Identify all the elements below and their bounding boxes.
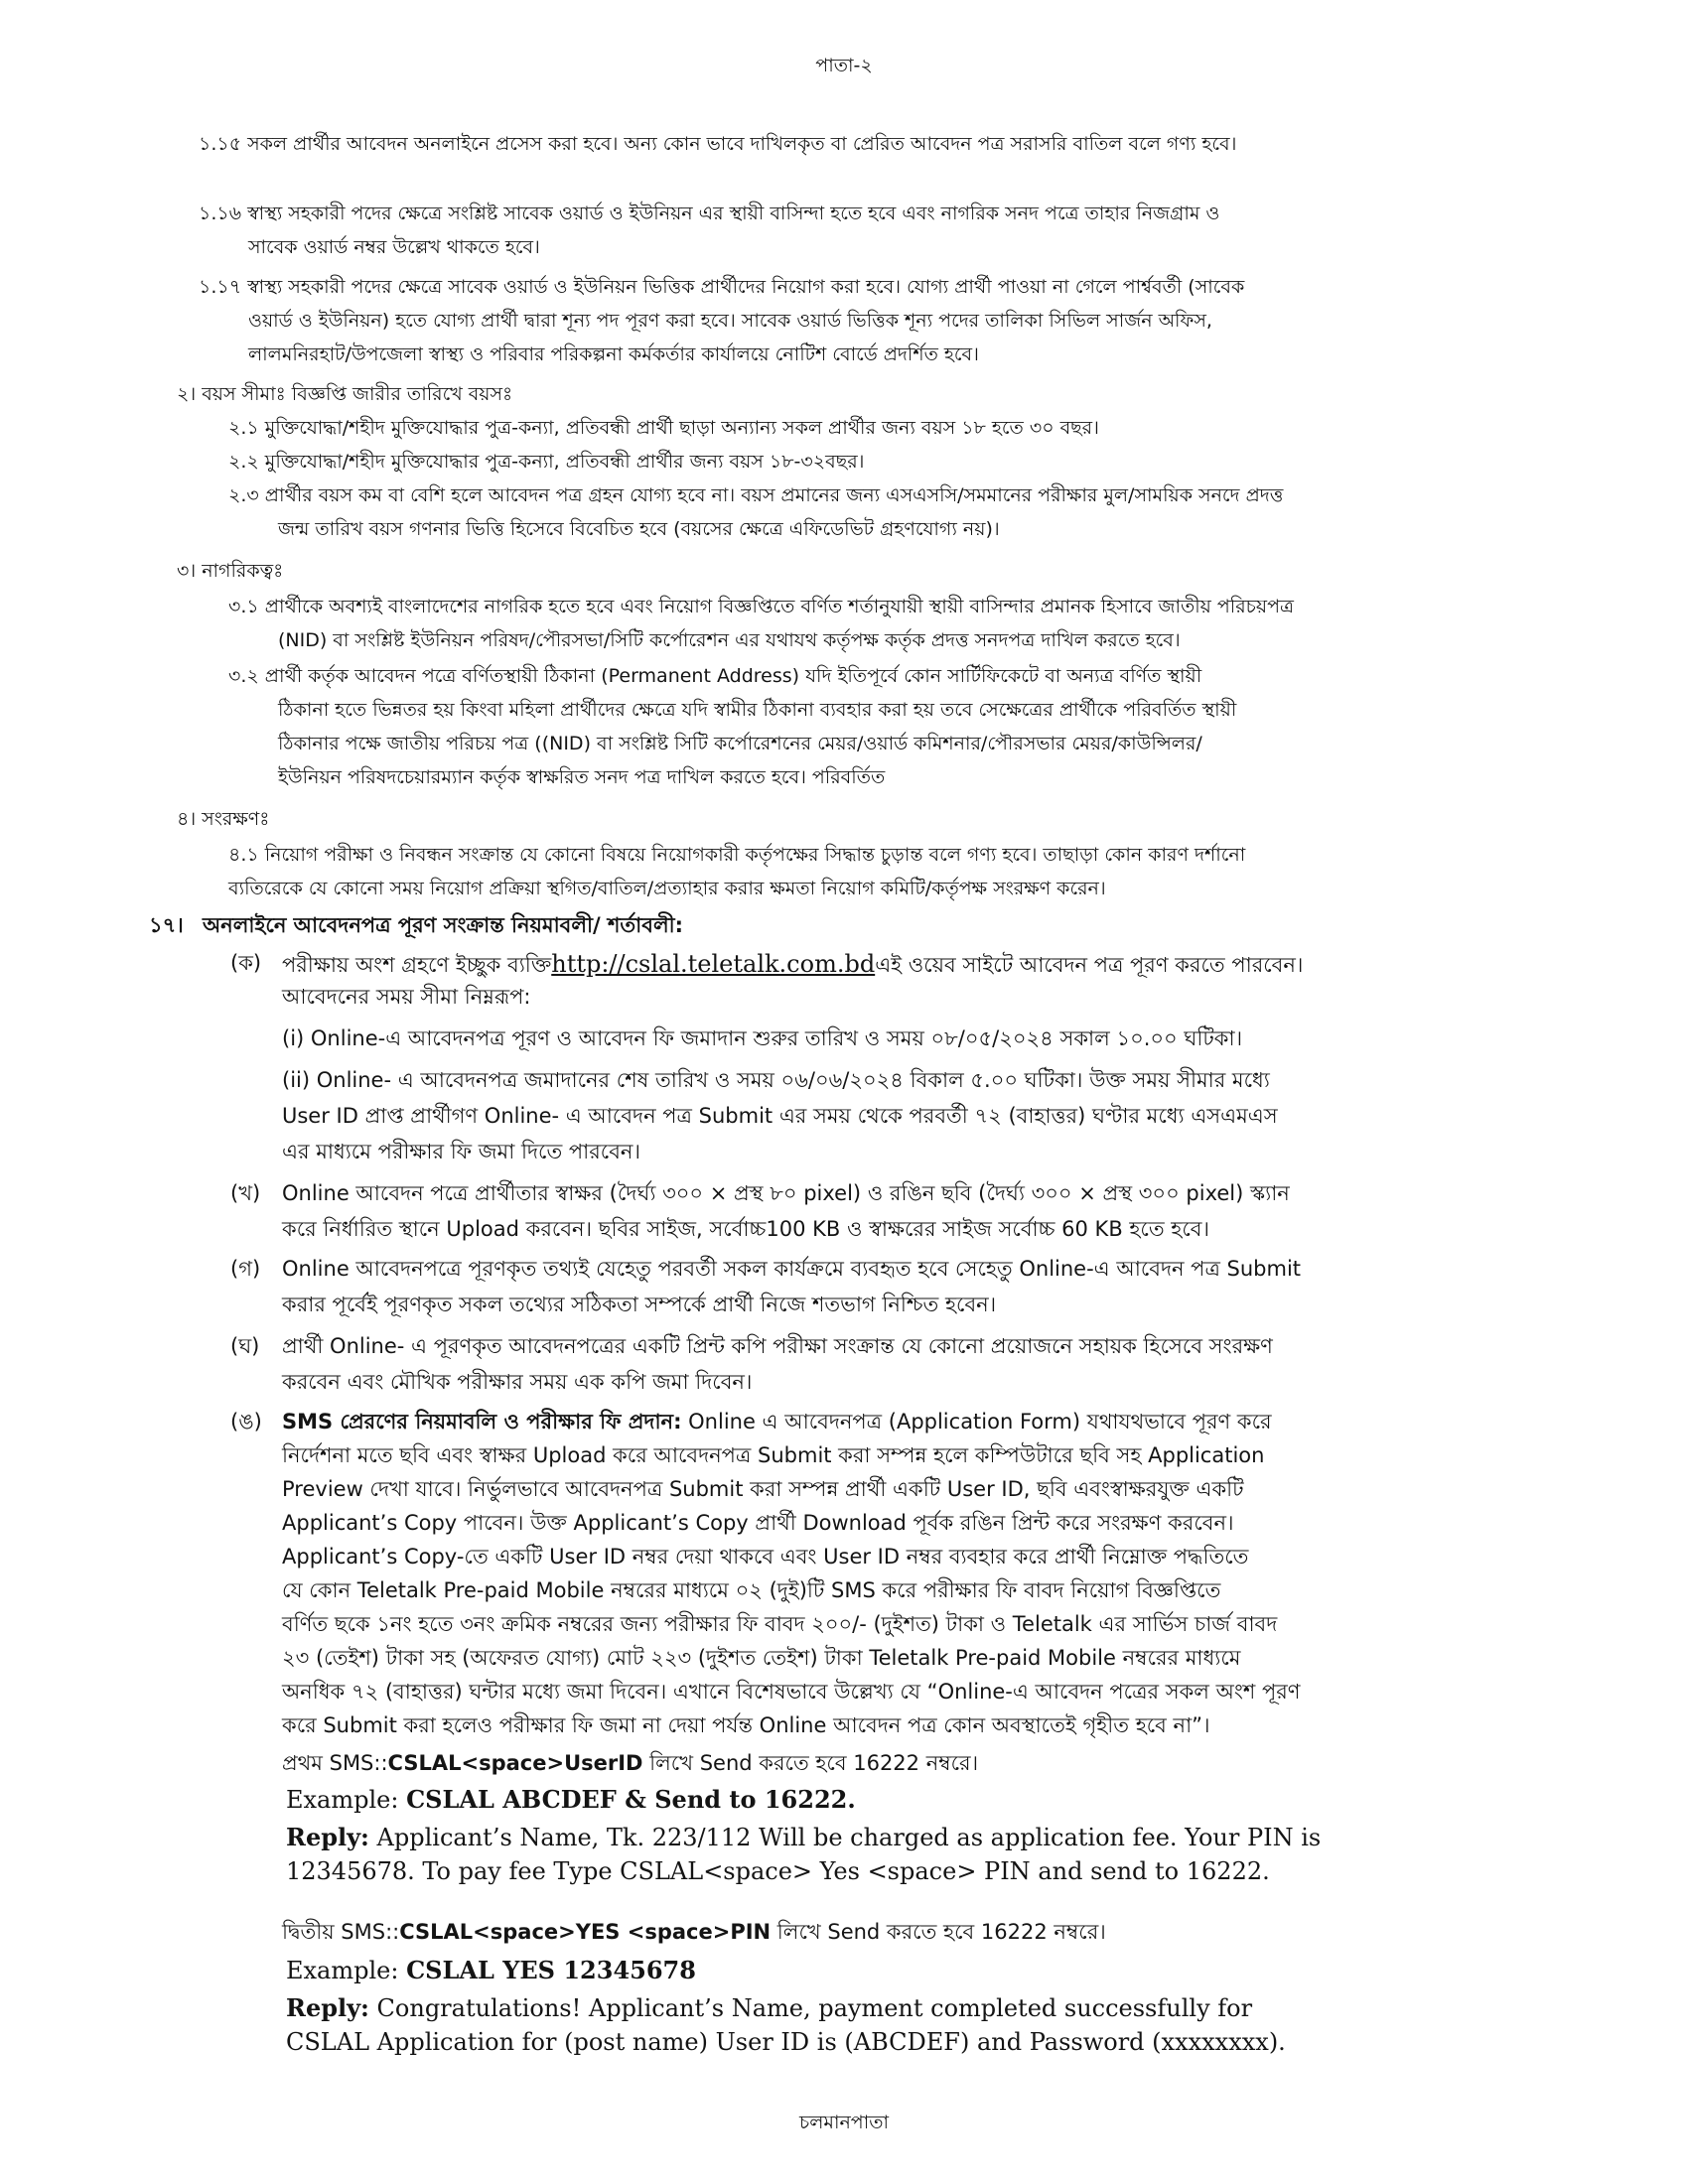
- clause-gha-line-2: করবেন এবং মৌখিক পরীক্ষার সময় এক কপি জমা দিবেন।: [282, 1370, 753, 1394]
- clause-3-2-line-2: ঠিকানা হতে ভিন্নতর হয় কিংবা মহিলা প্রার্থীদের ক্ষেত্রে যদি স্বামীর ঠিকানা ব্যবহার করা হয় তবে সেক্ষেত্রের প্রার্থীকে পরিবর্তিত স্থায়ী: [278, 699, 1237, 721]
- sms-2-instruction: [282, 1918, 1106, 1947]
- clause-2-3-line-1: ২.৩ প্রার্থীর বয়স কম বা বেশি হলে আবেদন পত্র গ্রহন যোগ্য হবে না। বয়স প্রমানের জন্য এসএসসি/সমমানের পরীক্ষার মুল/সাময়িক সনদে প্রদত্ত: [228, 484, 1284, 506]
- clause-ka-ii-line-3: এর মাধ্যমে পরীক্ষার ফি জমা দিতে পারবেন।: [282, 1140, 640, 1163]
- sms-1-pre: প্রথম SMS::: [282, 1751, 388, 1775]
- section-4-heading: ৪। সংরক্ষণঃ: [177, 808, 270, 830]
- clause-kha-line-2: করে নির্ধারিত স্থানে Upload করবেন। ছবির সাইজ, সর্বোচ্চ100 KB ও স্বাক্ষরের সাইজ সর্বোচ্চ 60 KB হতে হবে।: [282, 1217, 1209, 1241]
- section-2-heading: ২। বয়স সীমাঃ বিজ্ঞপ্তি জারীর তারিখে বয়সঃ: [177, 383, 513, 405]
- clause-ka-line-1: [282, 949, 1303, 980]
- clause-3-2-line-3: ঠিকানার পক্ষে জাতীয় পরিচয় পত্র ((NID) বা সংশ্লিষ্ট সিটি কর্পোরেশনের মেয়র/ওয়ার্ড কমিশনার/পৌরসভার মেয়র/কাউন্সিলর/: [278, 733, 1202, 754]
- reply-2-line-1: [286, 1993, 1252, 2023]
- sms-2-code: CSLAL<space>YES <space>PIN: [399, 1920, 772, 1944]
- clause-ka-label: (ক): [230, 951, 262, 975]
- example-1-label: Example:: [286, 1786, 407, 1814]
- sms-2-post: লিখে Send করতে হবে 16222 নম্বরে।: [771, 1920, 1106, 1944]
- reply-2-label: Reply:: [286, 1993, 369, 2022]
- clause-1-17-line-2: ওয়ার্ড ও ইউনিয়ন) হতে যোগ্য প্রার্থী দ্বারা শূন্য পদ পূরণ করা হবে। সাবেক ওয়ার্ড ভিত্তিক শূন্য পদের তালিকা সিভিল সার্জন অফিস,: [248, 310, 1212, 332]
- example-1: [286, 1785, 856, 1815]
- sms-1-instruction: [282, 1749, 978, 1778]
- clause-ka-ii-line-2: User ID প্রাপ্ত প্রার্থীগণ Online- এ আবেদন পত্র Submit এর সময় থেকে পরবর্তী ৭২ (বাহাত্তর) ঘণ্টার মধ্যে এসএমএস: [282, 1104, 1278, 1128]
- reply-1-line-1: [286, 1823, 1579, 1852]
- sms-2-pre: দ্বিতীয় SMS::: [282, 1920, 400, 1944]
- sms-1-code: CSLAL<space>UserID: [387, 1751, 643, 1775]
- clause-uma-line-4: Applicant’s Copy পাবেন। উক্ত Applicant’s Copy প্রার্থী Download পূর্বক রঙিন প্রিন্ট করে সংরক্ষণ করবেন।: [282, 1511, 1234, 1535]
- reply-1-text: Applicant’s Name, Tk. 223/112 Will be charged as application fee. Your PIN is: [368, 1824, 1322, 1851]
- continued-footer: চলমানপাতা: [799, 2112, 889, 2133]
- section-3-heading: ৩। নাগরিকত্বঃ: [177, 560, 284, 582]
- clause-ka-ii-line-1: (ii) Online- এ আবেদনপত্র জমাদানের শেষ তারিখ ও সময় ০৬/০৬/২০২৪ বিকাল ৫.০০ ঘটিকা। উক্ত সময় সীমার মধ্যে: [282, 1068, 1270, 1092]
- clause-4-1-line-1: ৪.১ নিয়োগ পরীক্ষা ও নিবন্ধন সংক্রান্ত যে কোনো বিষয়ে নিয়োগকারী কর্তৃপক্ষের সিদ্ধান্ত চুড়ান্ত বলে গণ্য হবে। তাছাড়া কোন কারণ দর্শানো: [228, 844, 1246, 866]
- clause-3-1-line-2: (NID) বা সংশ্লিষ্ট ইউনিয়ন পরিষদ/পৌরসভা/সিটি কর্পোরেশন এর যথাযথ কর্তৃপক্ষ কর্তৃক প্রদত্ত সনদপত্র দাখিল করতে হবে।: [278, 629, 1181, 651]
- clause-ka-i: (i) Online-এ আবেদনপত্র পূরণ ও আবেদন ফি জমাদান শুরুর তারিখ ও সময় ০৮/০৫/২০২৪ সকাল ১০.০০ ঘটিকা।: [282, 1026, 1243, 1050]
- example-2: [286, 1956, 696, 1985]
- clause-uma-line-5: Applicant’s Copy-তে একটি User ID নম্বর দেয়া থাকবে এবং User ID নম্বর ব্যবহার করে প্রার্থী নিম্নোক্ত পদ্ধতিতে: [282, 1545, 1249, 1569]
- clause-uma-line-3: Preview দেখা যাবে। নির্ভুলভাবে আবেদনপত্র Submit করা সম্পন্ন প্রার্থী একটি User ID, ছবি এবংস্বাক্ষরযুক্ত একটি: [282, 1477, 1244, 1501]
- clause-kha-label: (খ): [230, 1181, 261, 1205]
- reply-1-line-2: 12345678. To pay fee Type CSLAL<space> Yes <space> PIN and send to 16222.: [286, 1857, 1270, 1885]
- clause-1-17-line-1: ১.১৭ স্বাস্থ্য সহকারী পদের ক্ষেত্রে সাবেক ওয়ার্ড ও ইউনিয়ন ভিত্তিক প্রার্থীদের নিয়োগ করা হবে। যোগ্য প্রার্থী পাওয়া না গেলে পার্শ্ববর্তী (সাবেক: [199, 276, 1245, 298]
- clause-1-15: ১.১৫ সকল প্রার্থীর আবেদন অনলাইনে প্রসেস করা হবে। অন্য কোন ভাবে দাখিলকৃত বা প্রেরিত আবেদন পত্র সরাসরি বাতিল বলে গণ্য হবে।: [199, 133, 1237, 155]
- sms-rules-heading: SMS প্রেরণের নিয়মাবলি ও পরীক্ষার ফি প্রদান:: [282, 1410, 682, 1433]
- clause-uma-line-7: বর্ণিত ছকে ১নং হতে ৩নং ক্রমিক নম্বরের জন্য পরীক্ষার ফি বাবদ ২০০/- (দুইশত) টাকা ও Teletalk এর সার্ভিস চার্জ বাবদ: [282, 1612, 1278, 1636]
- clause-2-2: ২.২ মুক্তিযোদ্ধা/শহীদ মুক্তিযোদ্ধার পুত্র-কন্যা, প্রতিবন্ধী প্রার্থীর জন্য বয়স ১৮-৩২বছর।: [228, 451, 865, 473]
- clause-2-3-line-2: জন্ম তারিখ বয়স গণনার ভিত্তি হিসেবে বিবেচিত হবে (বয়সের ক্ষেত্রে এফিডেভিট গ্রহণযোগ্য নয়)।: [278, 518, 1000, 540]
- clause-uma-first-rest: Online এ আবেদনপত্র (Application Form) যথাযথভাবে পূরণ করে: [681, 1410, 1272, 1433]
- clause-uma-line-9: অনধিক ৭২ (বাহাত্তর) ঘন্টার মধ্যে জমা দিবেন। এখানে বিশেষভাবে উল্লেখ্য যে “Online-এ আবেদন পত্রের সকল অংশ পূরণ: [282, 1680, 1301, 1704]
- clause-ka-pre: পরীক্ষায় অংশ গ্রহণে ইচ্ছুক ব্যক্তি: [282, 953, 552, 977]
- clause-ga-line-2: করার পূর্বেই পূরণকৃত সকল তথ্যের সঠিকতা সম্পর্কে প্রার্থী নিজে শতভাগ নিশ্চিত হবেন।: [282, 1293, 997, 1316]
- section-17-number: ১৭।: [149, 913, 184, 937]
- clause-3-2-line-1: ৩.২ প্রার্থী কর্তৃক আবেদন পত্রে বর্ণিতস্থায়ী ঠিকানা (Permanent Address) যদি ইতিপূর্বে কোন সার্টিফিকেটে বা অন্যত্র বর্ণিত স্থায়ী: [228, 665, 1202, 687]
- clause-uma-line-2: নির্দেশনা মতে ছবি এবং স্বাক্ষর Upload করে আবেদনপত্র Submit করা সম্পন্ন হলে কম্পিউটারে ছবি সহ Application: [282, 1443, 1265, 1467]
- clause-3-1-line-1: ৩.১ প্রার্থীকে অবশ্যই বাংলাদেশের নাগরিক হতে হবে এবং নিয়োগ বিজ্ঞপ্তিতে বর্ণিত শর্তানুযায়ী স্থায়ী বাসিন্দার প্রমানক হিসাবে জাতীয় পরিচয়পত্র: [228, 596, 1294, 617]
- clause-uma-line-1: [282, 1408, 1272, 1436]
- clause-uma-line-8: ২৩ (তেইশ) টাকা সহ (অফেরত যোগ্য) মোট ২২৩ (দুইশত তেইশ) টাকা Teletalk Pre-paid Mobile নম্বরের মাধ্যমে: [282, 1646, 1241, 1670]
- sms-1-post: লিখে Send করতে হবে 16222 নম্বরে।: [642, 1751, 979, 1775]
- clause-ga-line-1: Online আবেদনপত্রে পূরণকৃত তথ্যই যেহেতু পরবর্তী সকল কার্যক্রমে ব্যবহৃত হবে সেহেতু Online-এ আবেদন পত্র Submit: [282, 1257, 1302, 1281]
- clause-ka-post: এই ওয়েব সাইটে আবেদন পত্র পূরণ করতে পারবেন।: [875, 953, 1304, 977]
- reply-2-line-2: CSLAL Application for (post name) User ID is (ABCDEF) and Password (xxxxxxxx).: [286, 2028, 1286, 2056]
- reply-1-label: Reply:: [286, 1823, 369, 1851]
- example-2-label: Example:: [286, 1957, 407, 1984]
- clause-3-2-line-4: ইউনিয়ন পরিষদচেয়ারম্যান কর্তৃক স্বাক্ষরিত সনদ পত্র দাখিল করতে হবে। পরিবর্তিত: [278, 766, 886, 788]
- example-2-value: CSLAL YES 12345678: [406, 1956, 696, 1984]
- section-17-heading: অনলাইনে আবেদনপত্র পূরণ সংক্রান্ত নিয়মাবলী/ শর্তাবলী:: [203, 913, 684, 937]
- clause-gha-label: (ঘ): [230, 1334, 260, 1358]
- clause-uma-line-6: যে কোন Teletalk Pre-paid Mobile নম্বরের মাধ্যমে ০২ (দুই)টি SMS করে পরীক্ষার ফি বাবদ নিয়োগ বিজ্ঞপ্তিতে: [282, 1578, 1221, 1602]
- page-number: পাতা-২: [815, 55, 873, 76]
- clause-ga-label: (গ): [230, 1257, 261, 1281]
- clause-uma-label: (ঙ): [230, 1410, 262, 1433]
- clause-kha-line-1: Online আবেদন পত্রে প্রার্থীতার স্বাক্ষর (দৈর্ঘ্য ৩০০ × প্রস্থ ৮০ pixel) ও রঙিন ছবি (দৈর্ঘ্য ৩০০ × প্রস্থ ৩০০ pixel) স্ক্যান: [282, 1181, 1290, 1205]
- example-1-value: CSLAL ABCDEF & Send to 16222.: [406, 1785, 856, 1814]
- clause-1-17-line-3: লালমনিরহাট/উপজেলা স্বাস্থ্য ও পরিবার পরিকল্পনা কর্মকর্তার কার্যালয়ে নোটিশ বোর্ডে প্রদর্শিত হবে।: [248, 343, 979, 365]
- clause-gha-line-1: প্রার্থী Online- এ পূরণকৃত আবেদনপত্রের একটি প্রিন্ট কপি পরীক্ষা সংক্রান্ত যে কোনো প্রয়োজনে সহায়ক হিসেবে সংরক্ষণ: [282, 1334, 1273, 1358]
- clause-1-16-line-2: সাবেক ওয়ার্ড নম্বর উল্লেখ থাকতে হবে।: [248, 236, 540, 258]
- clause-1-16-line-1: ১.১৬ স্বাস্থ্য সহকারী পদের ক্ষেত্রে সংশ্লিষ্ট সাবেক ওয়ার্ড ও ইউনিয়ন এর স্থায়ী বাসিন্দা হতে হবে এবং নাগরিক সনদ পত্রে তাহার নিজগ্রাম ও: [199, 203, 1220, 224]
- clause-2-1: ২.১ মুক্তিযোদ্ধা/শহীদ মুক্তিযোদ্ধার পুত্র-কন্যা, প্রতিবন্ধী প্রার্থী ছাড়া অন্যান্য সকল প্রার্থীর জন্য বয়স ১৮ হতে ৩০ বছর।: [228, 417, 1099, 439]
- clause-4-1-line-2: ব্যতিরেকে যে কোনো সময় নিয়োগ প্রক্রিয়া স্থগিত/বাতিল/প্রত্যাহার করার ক্ষমতা নিয়োগ কমিটি/কর্তৃপক্ষ সংরক্ষণ করেন।: [228, 878, 1106, 899]
- application-website-link[interactable]: http://cslal.teletalk.com.bd: [551, 950, 876, 978]
- clause-uma-line-10: করে Submit করা হলেও পরীক্ষার ফি জমা না দেয়া পর্যন্ত Online আবেদন পত্র কোন অবস্থাতেই গৃহীত হবে না”।: [282, 1713, 1210, 1737]
- clause-ka-line-2: আবেদনের সময় সীমা নিম্নরূপ:: [282, 985, 531, 1009]
- reply-2-text: Congratulations! Applicant’s Name, payment completed successfully for: [368, 1994, 1253, 2022]
